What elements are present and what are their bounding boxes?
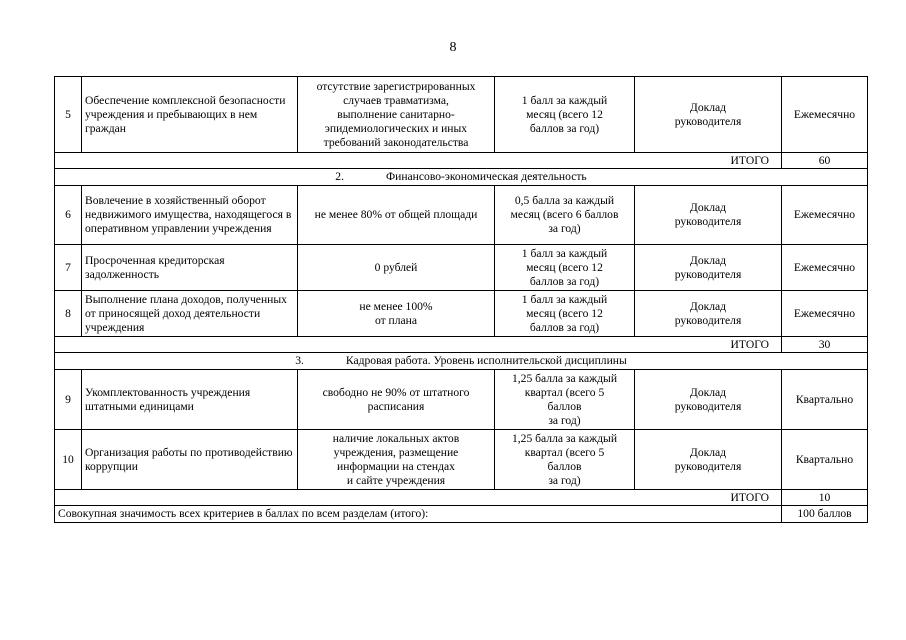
criterion-points: 1 балл за каждый месяц (всего 12 баллов за год) <box>495 77 635 153</box>
page-number: 8 <box>449 40 457 55</box>
row-number: 9 <box>55 370 82 430</box>
criterion-points: 1,25 балла за каждый квартал (всего 5 баллов за год) <box>495 430 635 490</box>
report-form: Доклад руководителя <box>635 186 782 245</box>
section-title <box>55 353 868 370</box>
total-label: ИТОГО <box>55 337 782 353</box>
periodicity: Квартально <box>782 430 868 490</box>
periodicity: Ежемесячно <box>782 186 868 245</box>
table-row <box>55 291 868 337</box>
grand-total-row <box>55 506 868 523</box>
periodicity: Ежемесячно <box>782 245 868 291</box>
total-value: 10 <box>782 490 868 506</box>
criterion-condition: отсутствие зарегистрированных случаев травматизма, выполнение санитарно- эпидемиологических и иных требований законодательства <box>298 77 495 153</box>
criterion-points: 0,5 балла за каждый месяц (всего 6 баллов за год) <box>495 186 635 245</box>
section-number: 2. <box>335 170 344 183</box>
section-number: 3. <box>295 354 304 367</box>
criterion-name: Просроченная кредиторская задолженность <box>82 245 298 291</box>
total-value: 60 <box>782 153 868 169</box>
criterion-condition: свободно не 90% от штатного расписания <box>298 370 495 430</box>
criterion-condition: наличие локальных актов учреждения, размещение информации на стендах и сайте учреждения <box>298 430 495 490</box>
criterion-condition: не менее 80% от общей площади <box>298 186 495 245</box>
table-row <box>55 186 868 245</box>
report-form: Доклад руководителя <box>635 245 782 291</box>
section-header-row <box>55 353 868 370</box>
grand-total-value: 100 баллов <box>782 506 868 523</box>
periodicity: Квартально <box>782 370 868 430</box>
table-row <box>55 370 868 430</box>
grand-total-label: Совокупная значимость всех критериев в баллах по всем разделам (итого): <box>55 506 782 523</box>
criterion-condition: 0 рублей <box>298 245 495 291</box>
report-form: Доклад руководителя <box>635 77 782 153</box>
periodicity: Ежемесячно <box>782 77 868 153</box>
criterion-points: 1 балл за каждый месяц (всего 12 баллов за год) <box>495 245 635 291</box>
row-number: 5 <box>55 77 82 153</box>
section-title <box>55 169 868 186</box>
row-number: 7 <box>55 245 82 291</box>
criterion-name: Укомплектованность учреждения штатными единицами <box>82 370 298 430</box>
criterion-points: 1 балл за каждый месяц (всего 12 баллов за год) <box>495 291 635 337</box>
section-name: Кадровая работа. Уровень исполнительской дисциплины <box>345 354 627 367</box>
criterion-name: Обеспечение комплексной безопасности учреждения и пребывающих в нем граждан <box>82 77 298 153</box>
section-total-row <box>55 490 868 506</box>
total-label: ИТОГО <box>55 490 782 506</box>
criterion-points: 1,25 балла за каждый квартал (всего 5 баллов за год) <box>495 370 635 430</box>
criterion-name: Выполнение плана доходов, полученных от приносящей доход деятельности учреждения <box>82 291 298 337</box>
table-row <box>55 430 868 490</box>
periodicity: Ежемесячно <box>782 291 868 337</box>
row-number: 6 <box>55 186 82 245</box>
criterion-name: Организация работы по противодействию коррупции <box>82 430 298 490</box>
row-number: 10 <box>55 430 82 490</box>
criterion-name: Вовлечение в хозяйственный оборот недвижимого имущества, находящегося в оперативном управлении учреждения <box>82 186 298 245</box>
section-header-row <box>55 169 868 186</box>
total-value: 30 <box>782 337 868 353</box>
table-row <box>55 77 868 153</box>
criteria-table <box>54 76 868 523</box>
table-row <box>55 245 868 291</box>
report-form: Доклад руководителя <box>635 370 782 430</box>
section-total-row <box>55 337 868 353</box>
row-number: 8 <box>55 291 82 337</box>
section-total-row <box>55 153 868 169</box>
section-name: Финансово-экономическая деятельность <box>385 170 587 183</box>
report-form: Доклад руководителя <box>635 430 782 490</box>
criterion-condition: не менее 100% от плана <box>298 291 495 337</box>
report-form: Доклад руководителя <box>635 291 782 337</box>
total-label: ИТОГО <box>55 153 782 169</box>
